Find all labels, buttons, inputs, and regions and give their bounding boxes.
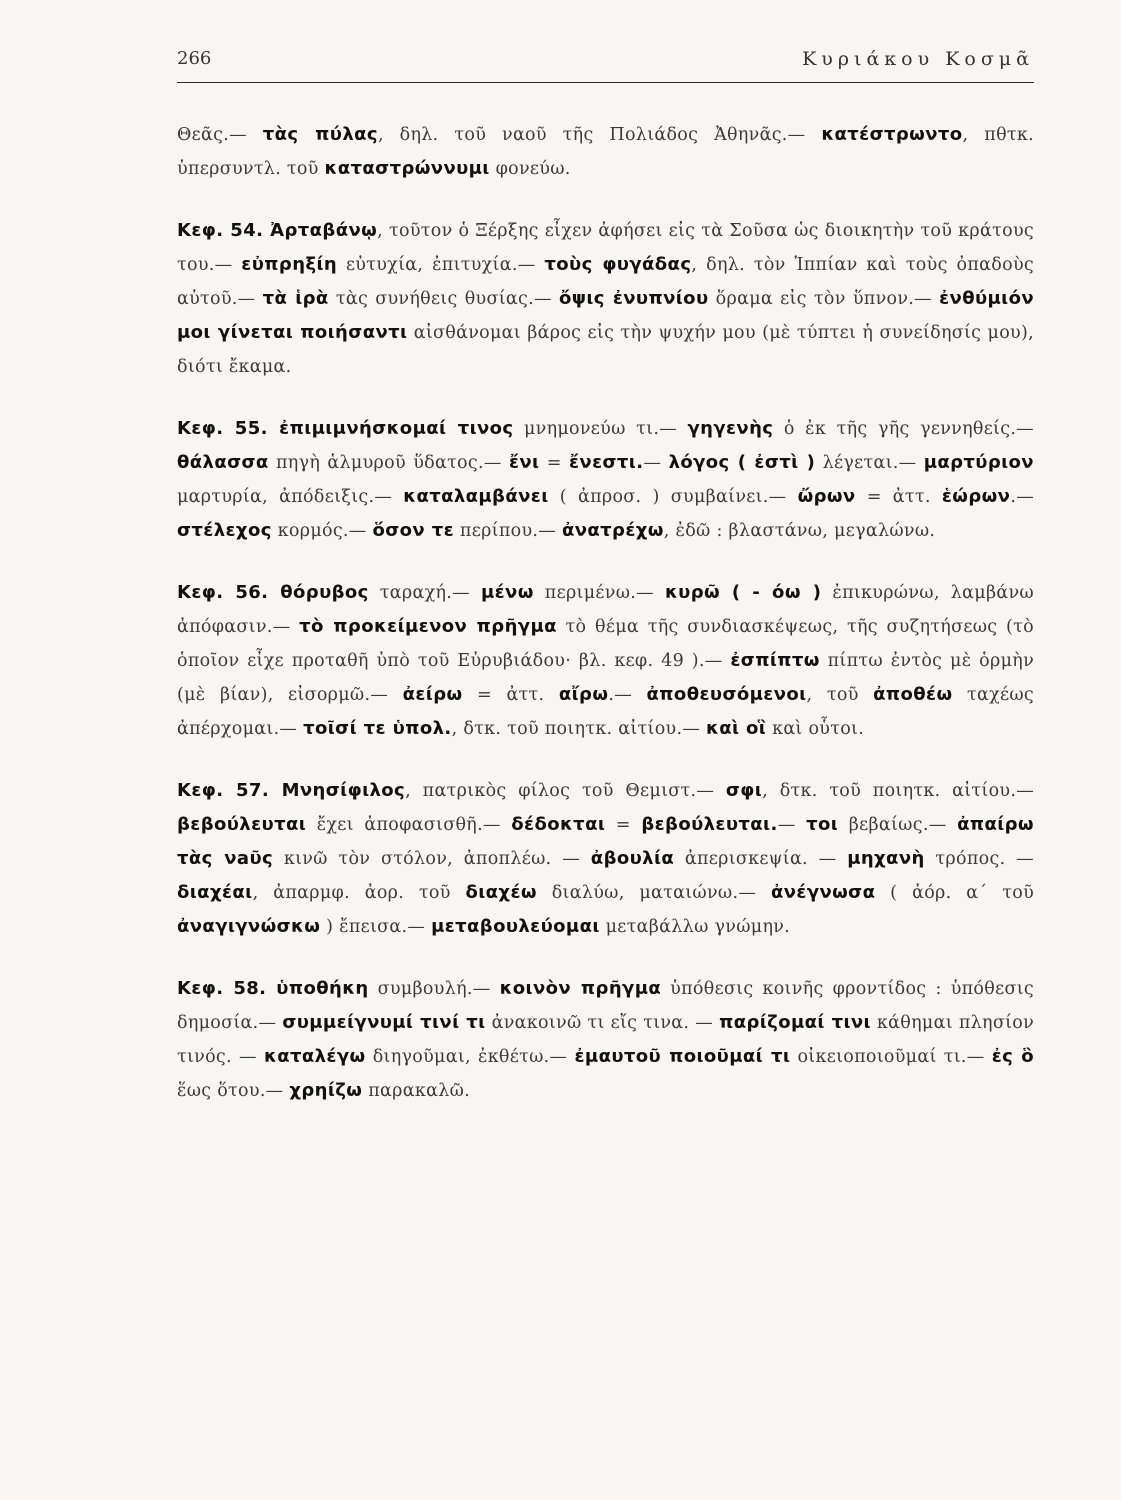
gloss-text: ( ἀπροσ. ) συμβαίνει.— bbox=[548, 487, 798, 507]
gloss-text: — bbox=[643, 453, 669, 473]
headword: διαχέω bbox=[465, 882, 537, 903]
headword: βεβούλευται. bbox=[641, 814, 778, 835]
gloss-text: αἰσθάνομαι βάρος εἰς τὴν ψυχήν μου (μὲ τύπτει ἡ συνείδησίς μου), διότι ἔκαμα. bbox=[177, 323, 1034, 377]
headword: ἀποθέω bbox=[873, 684, 953, 705]
gloss-text: = ἀττ. bbox=[462, 685, 559, 705]
page-header bbox=[177, 46, 1034, 83]
gloss-text: πηγὴ ἁλμυροῦ ὕδατος.— bbox=[268, 453, 509, 473]
gloss-text: ἕως ὅτου.— bbox=[177, 1081, 290, 1101]
headword: θάλασσα bbox=[177, 452, 269, 473]
headword: ὤρων bbox=[797, 486, 856, 507]
headword: καταλαμβάνει bbox=[403, 486, 549, 507]
gloss-text: ἔχει ἀποφασισθῆ.— bbox=[306, 815, 512, 835]
gloss-text: , δτκ. τοῦ ποιητκ. αἰτίου.— bbox=[451, 719, 706, 739]
gloss-text: ἀνακοινῶ τι εἴς τινα. — bbox=[485, 1013, 720, 1033]
headword: Κεφ. 58. ὑποθήκη bbox=[177, 978, 369, 999]
headword: ἔνεστι. bbox=[569, 452, 644, 473]
gloss-text: τρόπος. — bbox=[924, 849, 1034, 869]
gloss-text: πίπτω ἐντὸς μὲ ὁρμὴν (μὲ βίαν), εἰσορμῶ.— bbox=[177, 651, 1035, 705]
gloss-text: ὑπόθεσις κοινῆς φροντίδος : ὑπόθεσις δημοσία.— bbox=[177, 979, 1034, 1033]
running-head: Κυριάκου Κοσμᾶ bbox=[802, 48, 1034, 70]
headword: εὐπρηξίη bbox=[241, 254, 338, 275]
gloss-text: τὸ θέμα τῆς συνδιασκέψεως, τῆς συζητήσεως (τὸ ὁποῖον εἶχε προταθῆ ὑπὸ τοῦ Εὐρυβιάδου· βλ. κεφ. 49 ).— bbox=[177, 617, 1034, 671]
headword: Κεφ. 54. Ἀρταβάνῳ bbox=[177, 220, 378, 241]
headword: ἑώρων bbox=[941, 486, 1011, 507]
gloss-text: ὁ ἐκ τῆς γῆς γεννηθείς.— bbox=[773, 419, 1034, 439]
gloss-text: ἀπερισκεψία. — bbox=[674, 849, 848, 869]
headword: αἴρω bbox=[558, 684, 609, 705]
headword: κατέστρωντο bbox=[821, 124, 963, 145]
gloss-text: κορμός.— bbox=[271, 521, 373, 541]
gloss-text: ) ἔπεισα.— bbox=[320, 917, 432, 937]
gloss-text: = bbox=[605, 815, 642, 835]
paragraph-chapter-55 bbox=[177, 412, 1034, 548]
gloss-text: μεταβάλλω γνώμην. bbox=[599, 917, 791, 937]
headword: ἀείρω bbox=[402, 684, 463, 705]
headword: χρηίζω bbox=[289, 1080, 363, 1101]
gloss-text: εὐτυχία, ἐπιτυχία.— bbox=[337, 255, 545, 275]
headword: ἀναγιγνώσκω bbox=[177, 916, 321, 937]
headword: Κεφ. 55. ἐπιμιμνήσκομαί τινος bbox=[177, 418, 514, 439]
headword: βεβούλευται bbox=[177, 814, 307, 835]
gloss-text: = bbox=[539, 453, 569, 473]
gloss-text: διηγοῦμαι, ἐκθέτω.— bbox=[365, 1047, 575, 1067]
headword: καταστρώννυμι bbox=[324, 158, 490, 179]
gloss-text: , δηλ. τοῦ ναοῦ τῆς Πολιάδος Ἀθηνᾶς.— bbox=[377, 125, 822, 145]
headword: σφι bbox=[725, 780, 763, 801]
paragraph-chapter-56 bbox=[177, 576, 1034, 746]
headword: ἀνέγνωσα bbox=[770, 882, 876, 903]
headword: κυρῶ ( - όω ) bbox=[664, 582, 822, 603]
headword: τὰς πύλας bbox=[262, 124, 378, 145]
gloss-text: .— bbox=[1010, 487, 1034, 507]
headword: ἐμαυτοῦ ποιοῦμαί τι bbox=[574, 1046, 791, 1067]
gloss-text: τὰς συνήθεις θυσίας.— bbox=[328, 289, 559, 309]
headword: τὰ ἱρὰ bbox=[262, 288, 329, 309]
gloss-text: ταχέως ἀπέρχομαι.— bbox=[177, 685, 1035, 739]
gloss-text: μαρτυρία, ἀπόδειξις.— bbox=[177, 487, 404, 507]
headword: συμμείγνυμί τινί τι bbox=[282, 1012, 486, 1033]
paragraph-intro bbox=[177, 118, 1034, 186]
gloss-text: λέγεται.— bbox=[815, 453, 924, 473]
gloss-text: , ἐδῶ : βλαστάνω, μεγαλώνω. bbox=[663, 521, 936, 541]
gloss-text: κινῶ τὸν στόλον, ἀποπλέω. — bbox=[273, 849, 591, 869]
gloss-text: παρακαλῶ. bbox=[362, 1081, 471, 1101]
gloss-text: .— bbox=[608, 685, 647, 705]
gloss-text: , πατρικὸς φίλος τοῦ Θεμιστ.— bbox=[405, 781, 726, 801]
headword: δέδοκται bbox=[511, 814, 606, 835]
gloss-text: συμβουλή.— bbox=[368, 979, 500, 999]
gloss-text: κάθημαι πλησίον τινός. — bbox=[177, 1013, 1035, 1067]
gloss-text: , δτκ. τοῦ ποιητκ. αἰτίου.— bbox=[762, 781, 1035, 801]
headword: λόγος ( ἐστὶ ) bbox=[668, 452, 816, 473]
gloss-text: ὅραμα εἰς τὸν ὕπνον.— bbox=[708, 289, 940, 309]
headword: ἔνι bbox=[508, 452, 540, 473]
paragraph-chapter-54 bbox=[177, 214, 1034, 384]
gloss-text: ἐπικυρώνω, λαμβάνω ἀπόφασιν.— bbox=[177, 583, 1034, 637]
headword: τοὺς φυγάδας bbox=[544, 254, 692, 275]
headword: ἐνθύμιόν μοι γίνεται ποιήσαντι bbox=[177, 288, 1034, 343]
gloss-text: = ἀττ. bbox=[855, 487, 942, 507]
headword: τὸ προκείμενον πρῆγμα bbox=[299, 616, 557, 637]
headword: διαχέαι bbox=[177, 882, 253, 903]
paragraph-chapter-58 bbox=[177, 972, 1034, 1108]
gloss-text: βεβαίως.— bbox=[838, 815, 958, 835]
headword: παρίζομαί τινι bbox=[719, 1012, 871, 1033]
headword: μεταβουλεύομαι bbox=[431, 916, 600, 937]
headword: ὄψις ἐνυπνίου bbox=[558, 288, 709, 309]
gloss-text: περίπου.— bbox=[454, 521, 562, 541]
headword: ἀνατρέχω bbox=[561, 520, 664, 541]
headword: ἀποθευσόμενοι bbox=[646, 684, 807, 705]
page-number: 266 bbox=[177, 48, 212, 69]
gloss-text: , ἀπαρμφ. ἀορ. τοῦ bbox=[252, 883, 466, 903]
headword: μηχανὴ bbox=[847, 848, 925, 869]
headword: μένω bbox=[480, 582, 534, 603]
gloss-text: καὶ οὗτοι. bbox=[766, 719, 865, 739]
gloss-text: διαλύω, ματαιώνω.— bbox=[536, 883, 771, 903]
gloss-text: , δηλ. τὸν Ἱππίαν καὶ τοὺς ὀπαδοὺς αὐτοῦ.— bbox=[177, 255, 1035, 309]
headword: ἀβουλία bbox=[590, 848, 675, 869]
gloss-text: , τοῦ bbox=[806, 685, 874, 705]
gloss-text: μνημονεύω τι.— bbox=[513, 419, 688, 439]
gloss-text: , τοῦτον ὁ Ξέρξης εἶχεν ἀφήσει εἰς τὰ Σοῦσα ὡς διοικητὴν τοῦ κράτους του.— bbox=[177, 221, 1034, 275]
headword: Κεφ. 56. θόρυβος bbox=[177, 582, 369, 603]
headword: Κεφ. 57. Μνησίφιλος bbox=[177, 780, 406, 801]
headword: στέλεχος bbox=[177, 520, 272, 541]
paragraph-chapter-57 bbox=[177, 774, 1034, 944]
headword: μαρτύριον bbox=[923, 452, 1034, 473]
gloss-text: οἰκειοποιοῦμαί τι.— bbox=[790, 1047, 992, 1067]
gloss-text: ( ἀόρ. α΄ τοῦ bbox=[875, 883, 1035, 903]
headword: ἐσπίπτω bbox=[730, 650, 820, 671]
gloss-text: ταραχή.— bbox=[368, 583, 481, 603]
gloss-text: Θεᾶς.— bbox=[177, 125, 263, 145]
headword: κοινὸν πρῆγμα bbox=[499, 978, 662, 999]
page-body bbox=[177, 118, 1034, 1108]
headword: ὅσον τε bbox=[372, 520, 455, 541]
headword: καὶ οἳ bbox=[706, 718, 767, 739]
headword: ἀπαίρω τὰς νaῦς bbox=[177, 814, 1034, 869]
headword: γηγενὴς bbox=[687, 418, 774, 439]
gloss-text: — bbox=[777, 815, 807, 835]
gloss-text: περιμένω.— bbox=[533, 583, 665, 603]
gloss-text: φονεύω. bbox=[489, 159, 571, 179]
gloss-text: , πθτκ. ὑπερσυντλ. τοῦ bbox=[177, 125, 1034, 179]
headword: καταλέγω bbox=[264, 1046, 366, 1067]
headword: τοῖσί τε ὑπολ. bbox=[303, 718, 452, 739]
headword: τοι bbox=[806, 814, 839, 835]
headword: ἐς ὃ bbox=[991, 1046, 1034, 1067]
